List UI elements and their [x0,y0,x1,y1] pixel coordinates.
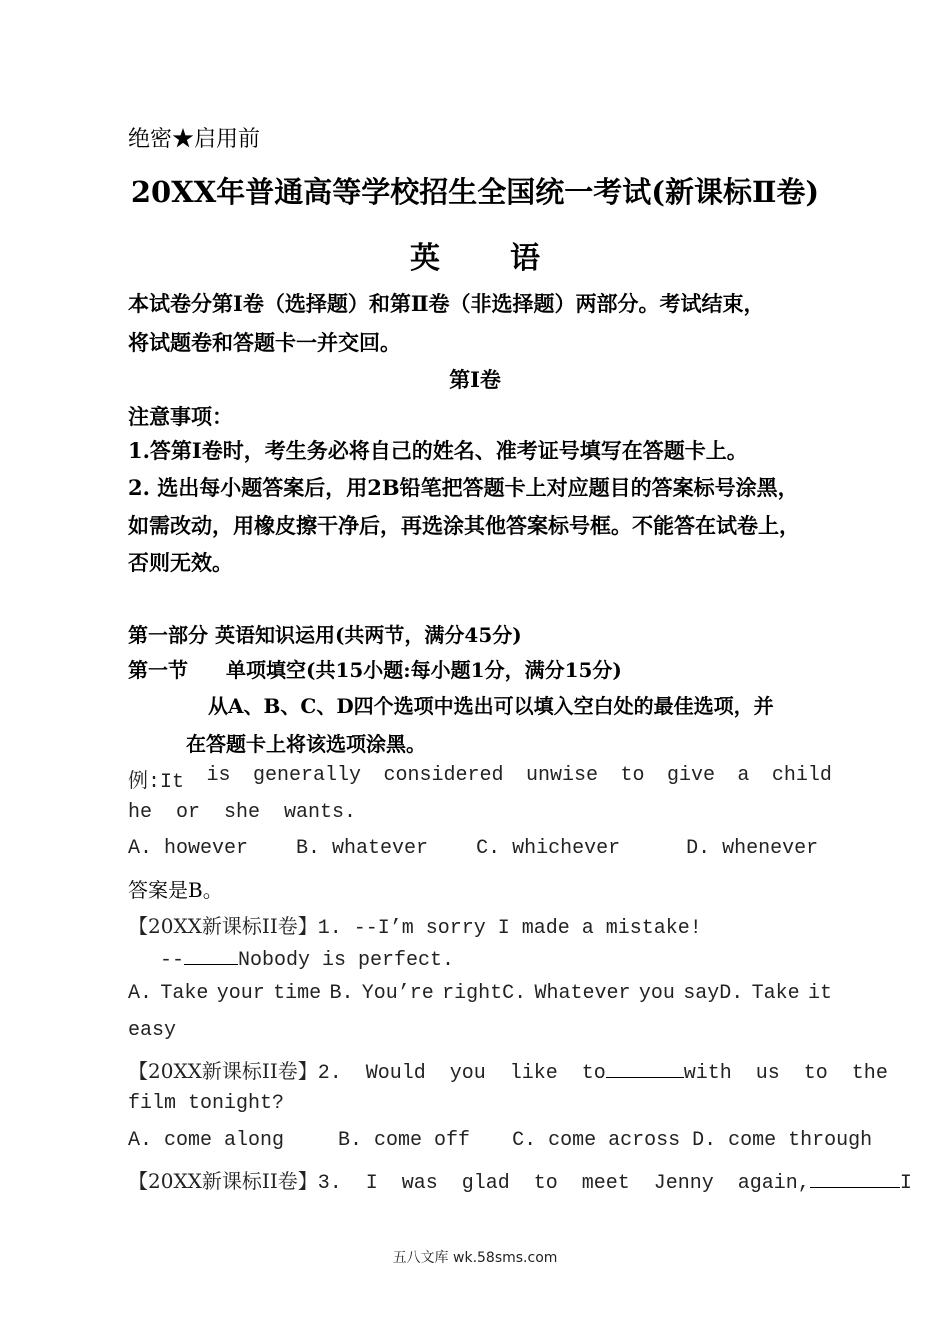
question-3 [128,1165,912,1195]
question-1-tag: 【20XX新课标II卷】 [128,914,318,938]
example-line-2: he or she wants. [128,801,357,824]
example-word: give [666,764,715,787]
answer-blank [810,1169,900,1188]
example-option-b: B. whatever [296,837,429,860]
intro-line-1: 本试卷分第Ⅰ卷（选择题）和第Ⅱ卷（非选择题）两部分。考试结束， [128,291,765,316]
question-1-option-word: it [807,982,832,1005]
notes-item-2-line-2: 如需改动，用橡皮擦干净后，再选涂其他答案标号框。不能答在试卷上， [128,513,800,538]
question-2-tag: 【20XX新课标II卷】 [128,1059,318,1083]
example-word: to [620,764,645,787]
example-word: unwise [525,764,598,787]
question-1-option-word: You’re [361,982,434,1005]
confidential-label: 绝密★启用前 [128,127,261,152]
question-1-option-word: Take [751,982,800,1005]
answer-blank [606,1059,684,1078]
section1-heading [128,654,622,683]
part1-heading: 第一部分 英语知识运用(共两节，满分45分) [128,623,522,647]
example-answer: 答案是B。 [128,878,223,902]
example-word: considered [383,764,504,787]
question-1-options-cont: easy [128,1019,177,1042]
example-options [128,837,818,860]
question-1-option-word: you [638,982,675,1005]
question-1-reply-prefix: -- [160,949,185,972]
question-1-option-word: your [216,982,265,1005]
question-3-tag: 【20XX新课标II卷】 [128,1169,318,1193]
example-option-d: D. whenever [686,837,819,860]
question-1-stem: 1. --I’m sorry I made a mistake! [317,917,702,940]
question-2 [128,1055,888,1085]
question-2-option-b: B. come off [338,1129,471,1152]
subject-title [0,233,950,277]
question-1-option-word: B. [329,982,354,1005]
question-1 [128,910,702,940]
example-word: a [737,764,750,787]
question-1-options [128,982,832,1005]
question-1-option-word: Take [160,982,209,1005]
example-word: 例:It [128,771,185,794]
question-1-option-word: Whatever [534,982,631,1005]
question-1-reply-rest: Nobody is perfect. [238,949,455,972]
example-line-1 [128,764,832,794]
subject-char-1: 英 [410,241,440,276]
question-2-option-c: C. come across [512,1129,681,1152]
example-option-c: C. whichever [476,837,621,860]
question-2-stem-suffix: with us to the [683,1062,888,1085]
question-1-option-word: sayD. [683,982,744,1005]
footer-watermark: 五八文库 wk.58sms.com [392,1250,558,1266]
question-2-option-d: D. come through [692,1129,873,1152]
notes-item-2-line-1: 2. 选出每小题答案后，用2B铅笔把答题卡上对应题目的答案标号涂黑， [128,475,799,500]
question-1-option-word: time [273,982,322,1005]
example-option-a: A. however [128,837,249,860]
exam-title: 20XX年普通高等学校招生全国统一考试(新课标Ⅱ卷) [130,175,820,209]
question-2-stem-cont: film tonight? [128,1092,285,1115]
notes-heading: 注意事项： [128,404,233,429]
instruction-line-2: 在答题卡上将该选项涂黑。 [186,732,426,756]
question-3-stem-prefix: 3. I was glad to meet Jenny again, [317,1172,810,1195]
answer-blank [184,946,238,965]
subject-char-2: 语 [510,241,540,276]
section1-label: 第一节 [128,658,188,682]
notes-item-1: 1.答第Ⅰ卷时，考生务必将自己的姓名、准考证号填写在答题卡上。 [128,438,748,463]
question-2-stem-prefix: 2. Would you like to [317,1062,606,1085]
section1-title: 单项填空(共15小题:每小题1分，满分15分) [226,658,622,682]
volume-title: 第Ⅰ卷 [449,367,501,392]
question-3-stem-suffix: I [899,1172,912,1195]
question-2-options [128,1129,872,1152]
intro-line-2: 将试题卷和答题卡一并交回。 [128,330,401,355]
example-word: child [771,764,832,787]
question-2-option-a: A. come along [128,1129,285,1152]
question-1-option-word: rightC. [442,982,527,1005]
instruction-line-1: 从A、B、C、D四个选项中选出可以填入空白处的最佳选项，并 [208,694,774,718]
example-word: is [206,764,231,787]
question-1-reply [160,946,454,972]
question-1-option-word: A. [128,982,153,1005]
example-word: generally [252,764,361,787]
notes-item-2-line-3: 否则无效。 [128,550,233,575]
